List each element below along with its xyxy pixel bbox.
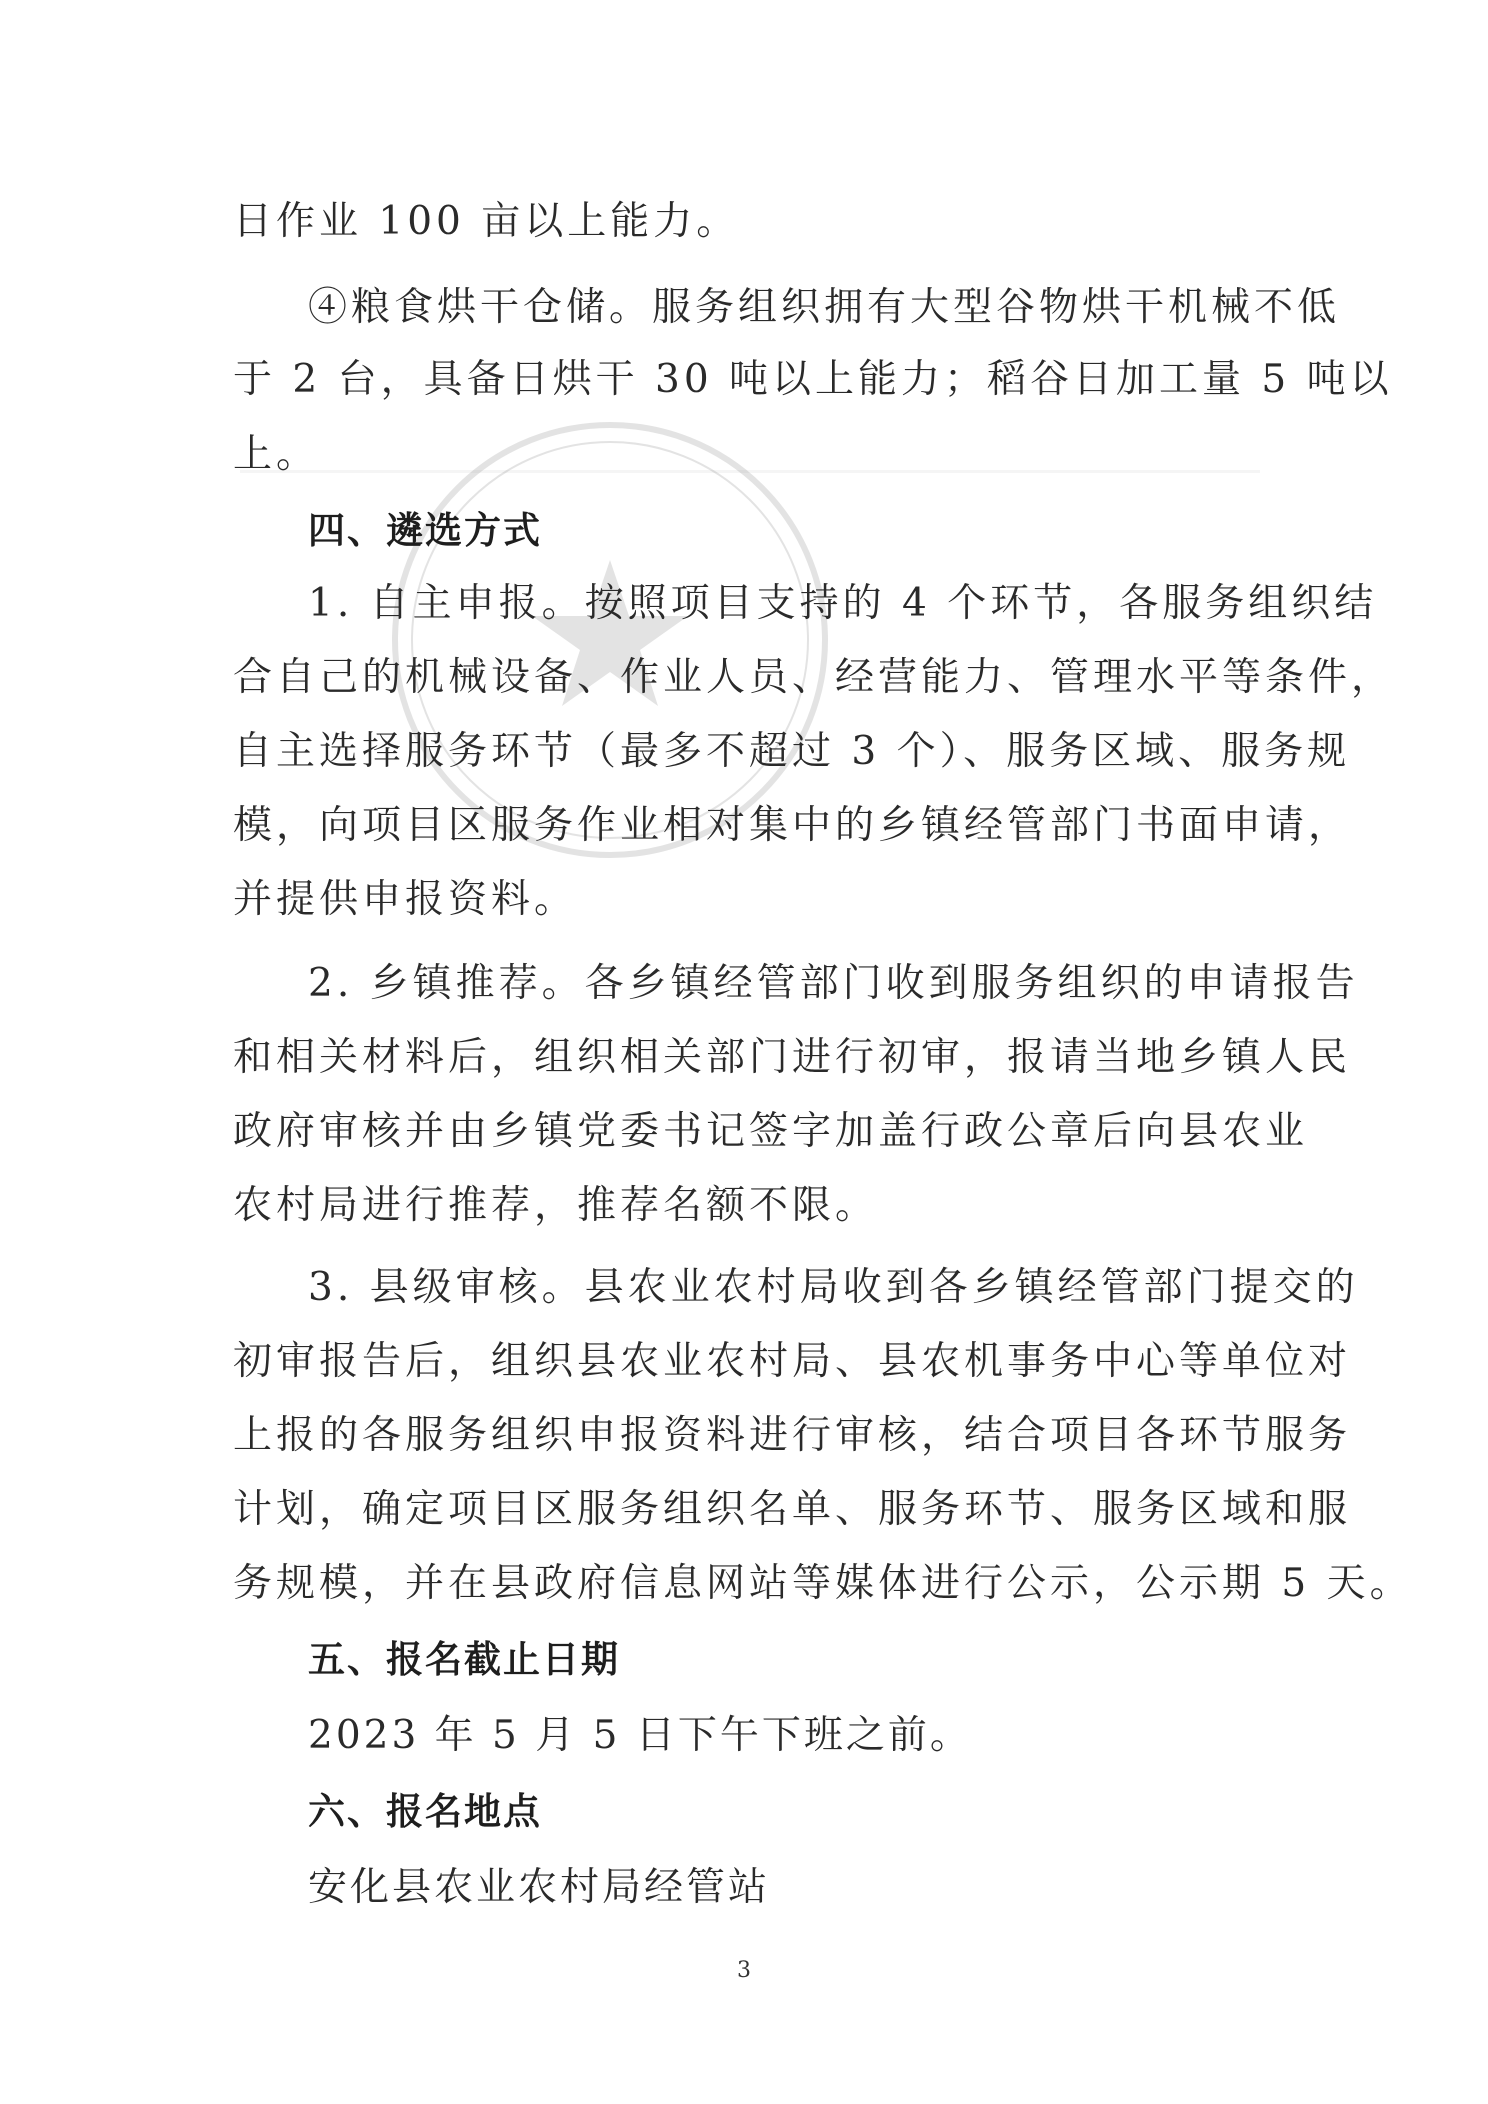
paragraph-line: 1. 自主申报。按照项目支持的 4 个环节，各服务组织结 bbox=[308, 581, 1378, 626]
paragraph-line: ④粮食烘干仓储。服务组织拥有大型谷物烘干机械不低 bbox=[308, 285, 1341, 330]
paragraph-line: 模，向项目区服务作业相对集中的乡镇经管部门书面申请， bbox=[233, 803, 1352, 848]
paragraph-line: 和相关材料后，组织相关部门进行初审，报请当地乡镇人民 bbox=[233, 1035, 1352, 1080]
page-number: 3 bbox=[737, 1958, 751, 1983]
paragraph-line: 政府审核并由乡镇党委书记签字加盖行政公章后向县农业 bbox=[233, 1109, 1309, 1154]
location-text: 安化县农业农村局经管站 bbox=[308, 1865, 771, 1910]
section-heading: 四、遴选方式 bbox=[308, 509, 542, 552]
paragraph-line: 务规模，并在县政府信息网站等媒体进行公示，公示期 5 天。 bbox=[233, 1561, 1413, 1606]
paragraph-line: 农村局进行推荐，推荐名额不限。 bbox=[233, 1183, 879, 1228]
paragraph-line: 3. 县级审核。县农业农村局收到各乡镇经管部门提交的 bbox=[308, 1265, 1359, 1310]
paragraph-line: 上。 bbox=[233, 432, 320, 477]
paragraph-line: 计划，确定项目区服务组织名单、服务环节、服务区域和服 bbox=[233, 1487, 1352, 1532]
paragraph-line: 日作业 100 亩以上能力。 bbox=[233, 199, 740, 244]
paragraph-line: 上报的各服务组织申报资料进行审核，结合项目各环节服务 bbox=[233, 1413, 1352, 1458]
paragraph-line: 初审报告后，组织县农业农村局、县农机事务中心等单位对 bbox=[233, 1339, 1352, 1384]
paragraph-line: 2. 乡镇推荐。各乡镇经管部门收到服务组织的申请报告 bbox=[308, 961, 1359, 1006]
paragraph-line: 自主选择服务环节（最多不超过 3 个）、服务区域、服务规 bbox=[233, 729, 1351, 774]
deadline-text: 2023 年 5 月 5 日下午下班之前。 bbox=[308, 1713, 972, 1758]
section-heading: 六、报名地点 bbox=[308, 1790, 542, 1833]
paragraph-line: 于 2 台，具备日烘干 30 吨以上能力；稻谷日加工量 5 吨以 bbox=[233, 357, 1393, 402]
section-heading: 五、报名截止日期 bbox=[308, 1638, 620, 1681]
paragraph-line: 并提供申报资料。 bbox=[233, 877, 578, 922]
paragraph-line: 合自己的机械设备、作业人员、经营能力、管理水平等条件， bbox=[233, 655, 1395, 700]
